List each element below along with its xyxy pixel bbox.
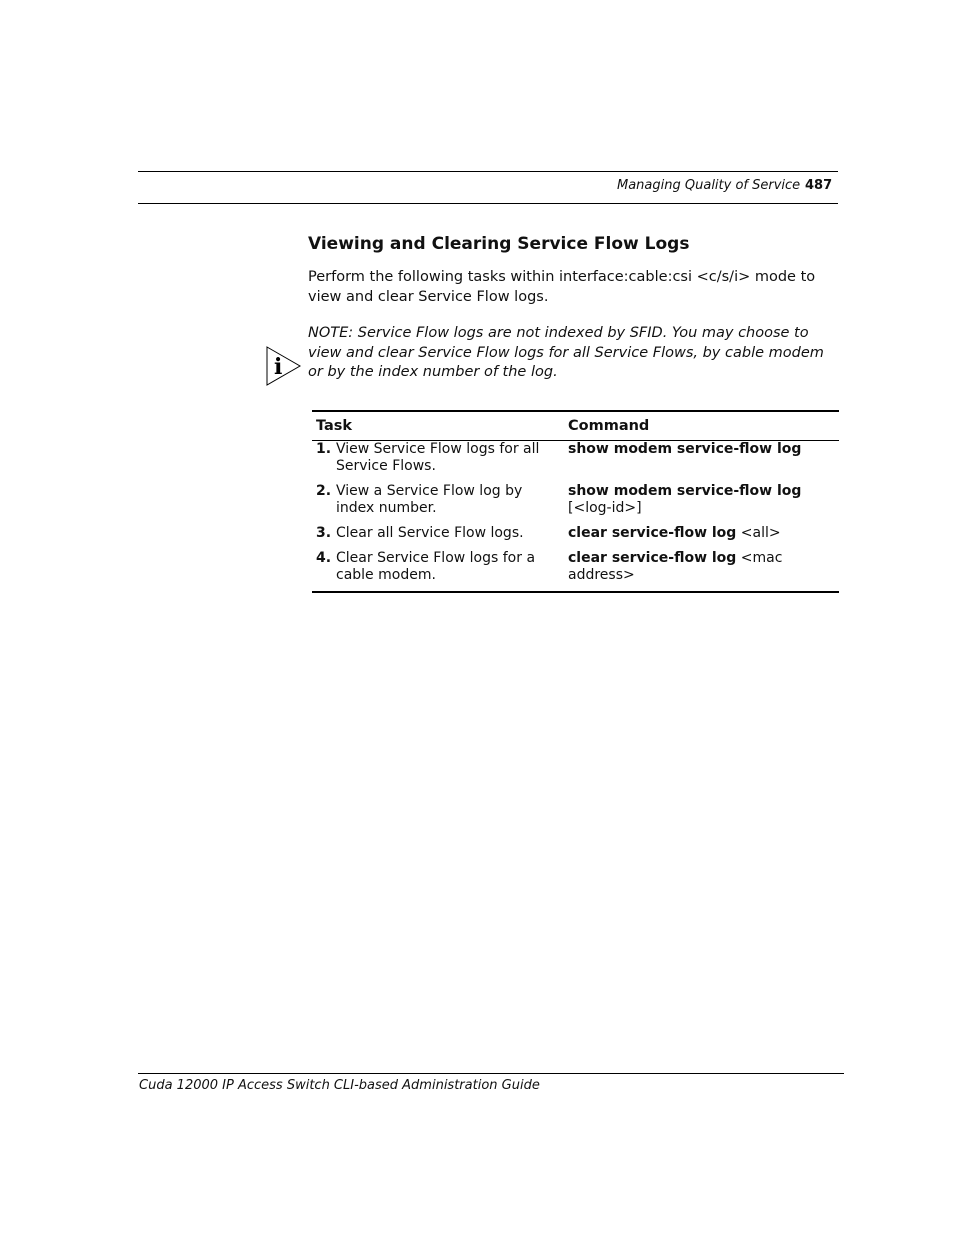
table-row: [312, 550, 839, 592]
task-table: [312, 410, 839, 593]
table-row: [312, 525, 839, 550]
step-number: 2.: [316, 483, 332, 499]
footer-title: Cuda 12000 IP Access Switch CLI-based Administration Guide: [139, 1078, 540, 1093]
task-text: Clear all Service Flow logs.: [336, 525, 524, 541]
note-paragraph: NOTE: Service Flow logs are not indexed by SFID. You may choose to view and clear Service Flow logs for all Service Flows, by cable modem or by the index number of the log.: [308, 325, 824, 380]
step-number: 3.: [316, 525, 332, 541]
command-args: <all>: [740, 525, 781, 541]
column-header-command: Command: [564, 411, 839, 441]
table-row: [312, 441, 839, 484]
command-args: [<log-id>]: [568, 500, 642, 516]
header-top-rule: [138, 171, 838, 172]
footer-rule: [138, 1073, 844, 1074]
task-text: View a Service Flow log by index number.: [336, 483, 523, 516]
command-text: clear service-flow log: [568, 525, 737, 541]
command-text: show modem service-flow log: [568, 483, 802, 499]
table-row: [312, 483, 839, 525]
command-args: <mac address>: [568, 550, 783, 583]
column-header-task: Task: [312, 411, 564, 441]
command-text: show modem service-flow log: [568, 441, 802, 457]
running-title: Managing Quality of Service: [617, 178, 801, 193]
section-title: Viewing and Clearing Service Flow Logs: [308, 234, 690, 254]
svg-text:i: i: [274, 354, 283, 380]
table-header-row: [312, 411, 839, 441]
page-number: 487: [805, 178, 833, 193]
intro-paragraph: Perform the following tasks within interface:cable:csi <c/s/i> mode to view and clear Service Flow logs.: [308, 269, 816, 305]
header-bottom-rule: [138, 203, 838, 204]
step-number: 1.: [316, 441, 332, 457]
command-text: clear service-flow log: [568, 550, 737, 566]
task-text: Clear Service Flow logs for a cable modem.: [336, 550, 536, 583]
task-text: View Service Flow logs for all Service Flows.: [336, 441, 540, 474]
info-icon: [266, 346, 302, 386]
step-number: 4.: [316, 550, 332, 566]
